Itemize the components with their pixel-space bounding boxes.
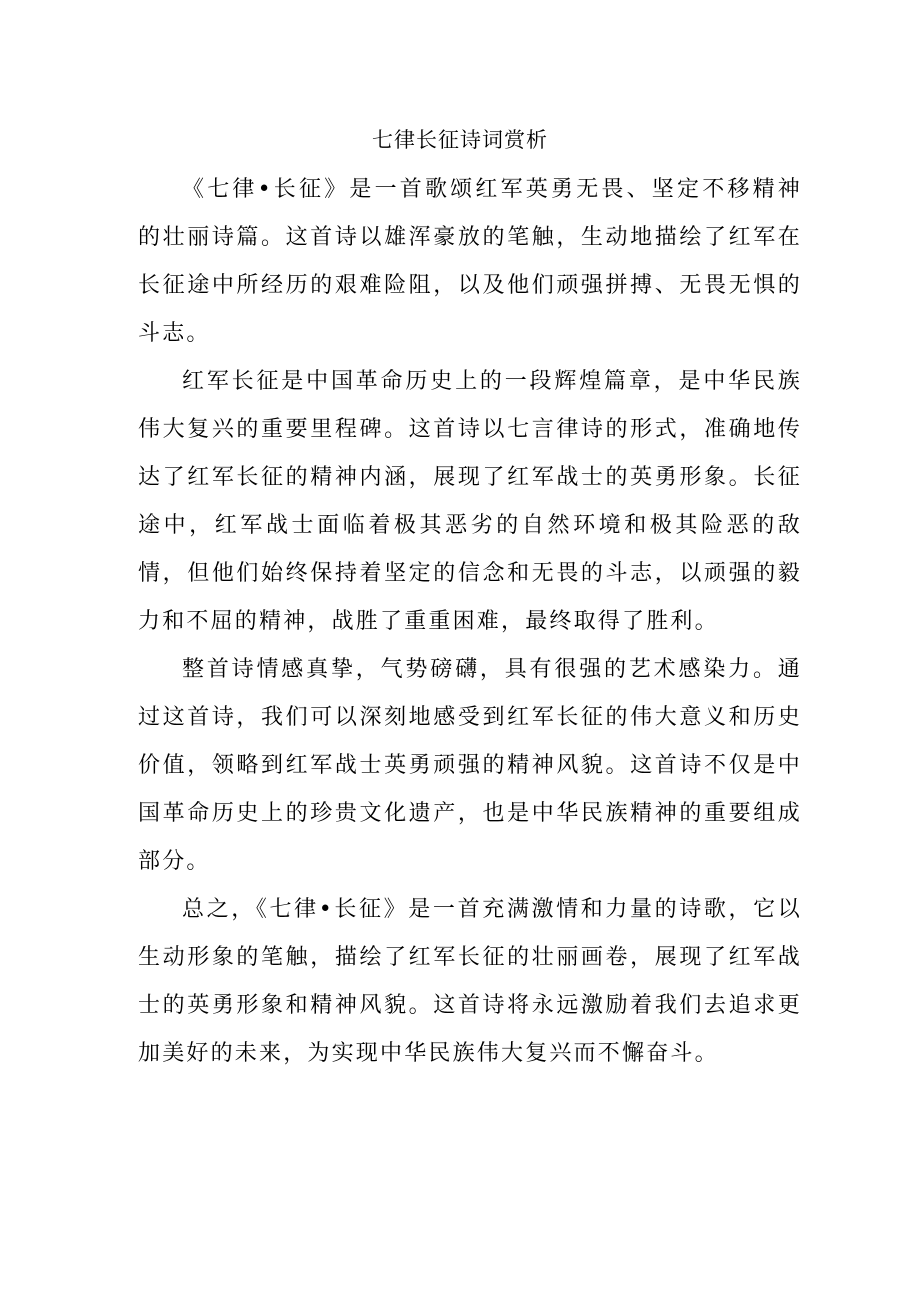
- paragraph-4: 总之，《七律•长征》是一首充满激情和力量的诗歌，它以生动形象的笔触，描绘了红军长征的壮丽画卷，展现了红军战士的英勇形象和精神风貌。这首诗将永远激励着我们去追求更加美好的未来，为实现中华民族伟大复兴而不懈奋斗。: [138, 897, 802, 1066]
- document-title: 七律长征诗词赏析: [372, 128, 548, 152]
- paragraph-2: 红军长征是中国革命历史上的一段辉煌篇章，是中华民族伟大复兴的重要里程碑。这首诗以七言律诗的形式，准确地传达了红军长征的精神内涵，展现了红军战士的英勇形象。长征途中，红军战士面临着极其恶劣的自然环境和极其险恶的敌情，但他们始终保持着坚定的信念和无畏的斗志，以顽强的毅力和不屈的精神，战胜了重重困难，最终取得了胜利。: [138, 369, 802, 634]
- document-body: [138, 166, 802, 1078]
- paragraph-1: 《七律•长征》是一首歌颂红军英勇无畏、坚定不移精神的壮丽诗篇。这首诗以雄浑豪放的笔触，生动地描绘了红军在长征途中所经历的艰难险阻，以及他们顽强拼搏、无畏无惧的斗志。: [138, 177, 802, 346]
- paragraph-3: 整首诗情感真挚，气势磅礴，具有很强的艺术感染力。通过这首诗，我们可以深刻地感受到红军长征的伟大意义和历史价值，领略到红军战士英勇顽强的精神风貌。这首诗不仅是中国革命历史上的珍贵文化遗产，也是中华民族精神的重要组成部分。: [138, 657, 802, 874]
